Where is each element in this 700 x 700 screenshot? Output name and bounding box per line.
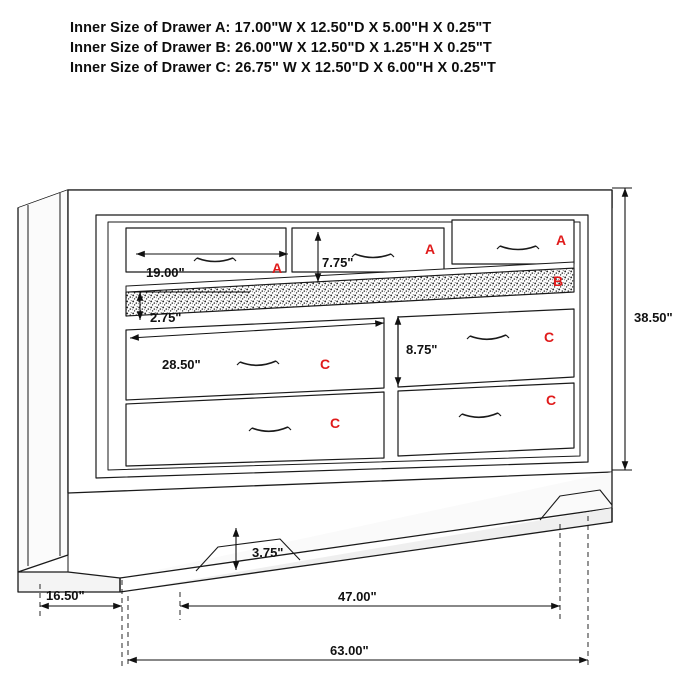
spec-line-a: Inner Size of Drawer A: 17.00"W X 12.50"D X 5.00"H X 0.25"T <box>70 20 492 36</box>
callout-b: B <box>553 273 564 289</box>
dim-drawer-c-height: 8.75" <box>406 342 438 357</box>
callout-c-left-lower: C <box>330 415 341 431</box>
callout-c-right-lower: C <box>546 392 557 408</box>
callout-a-left: A <box>272 260 283 276</box>
dim-depth: 16.50" <box>46 588 85 603</box>
spec-line-b: Inner Size of Drawer B: 26.00"W X 12.50"D X 1.25"H X 0.25"T <box>70 40 492 56</box>
spec-line-c: Inner Size of Drawer C: 26.75" W X 12.50"D X 6.00"H X 0.25"T <box>70 60 496 76</box>
dim-drawer-b-height: 2.75" <box>150 310 182 325</box>
dim-drawer-a-width: 19.00" <box>146 265 185 280</box>
dim-drawer-a-height: 7.75" <box>322 255 354 270</box>
dim-overall-height: 38.50" <box>634 310 673 325</box>
dim-drawer-c-width: 28.50" <box>162 357 201 372</box>
dim-inner-width: 47.00" <box>338 589 377 604</box>
callout-c-left-upper: C <box>320 356 331 372</box>
dim-base-height: 3.75" <box>252 545 284 560</box>
callout-a-middle: A <box>425 241 436 257</box>
dim-overall-width: 63.00" <box>330 643 369 658</box>
callout-c-right-upper: C <box>544 329 555 345</box>
callout-a-right: A <box>556 232 567 248</box>
